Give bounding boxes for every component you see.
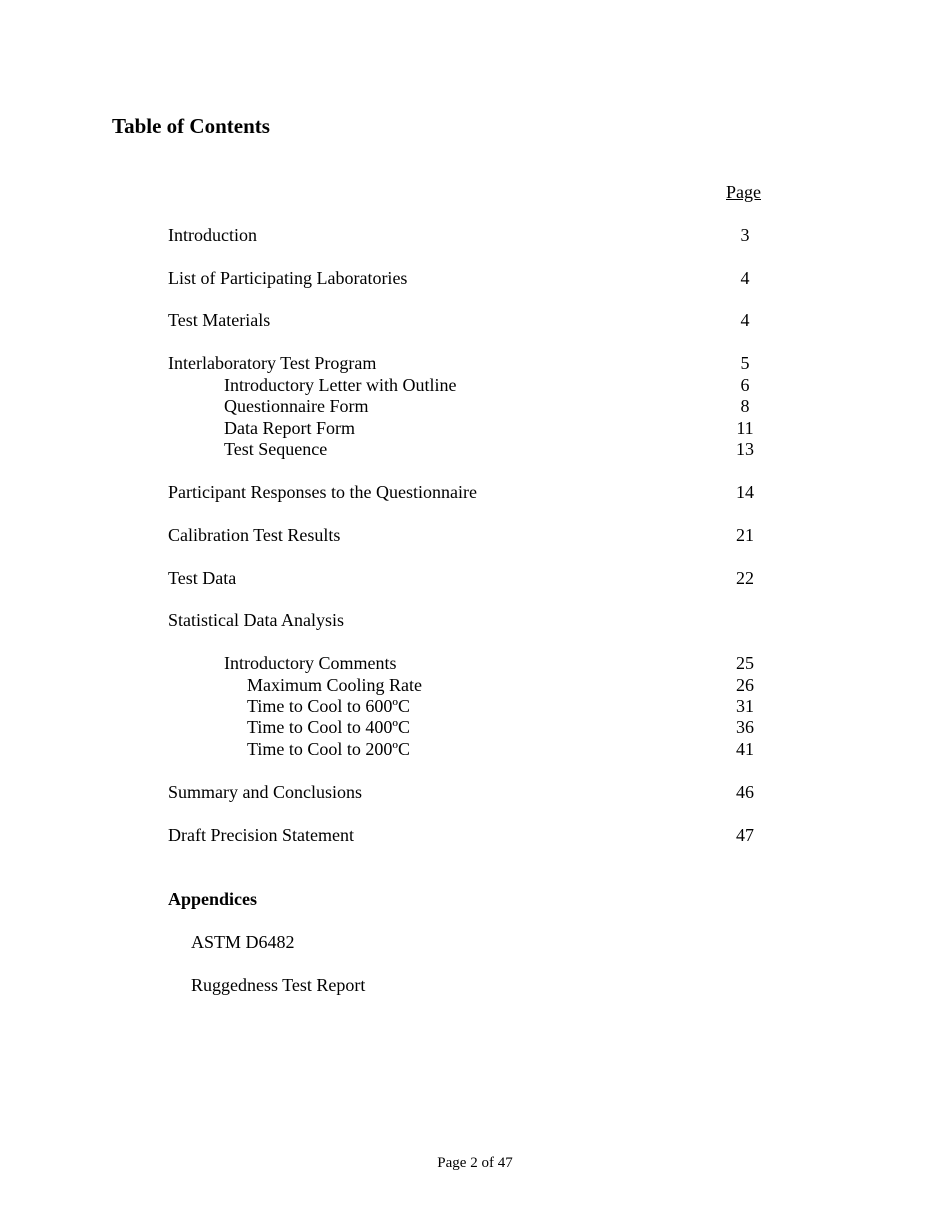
toc-entry-time-to-cool-400[interactable] xyxy=(0,716,950,738)
toc-entry-page: 14 xyxy=(736,482,754,502)
toc-entry-introductory-letter[interactable] xyxy=(0,374,950,396)
toc-entry-label: Statistical Data Analysis xyxy=(168,610,344,630)
toc-entry-label: Data Report Form xyxy=(224,418,355,438)
toc-entry-label: Test Materials xyxy=(168,310,271,330)
toc-entry-introduction[interactable] xyxy=(0,224,950,246)
toc-entry-label: Draft Precision Statement xyxy=(168,825,354,845)
toc-entry-page: 25 xyxy=(736,653,754,673)
toc-entry-label: Participant Responses to the Questionnaire xyxy=(168,482,477,502)
toc-entry-draft-precision-statement[interactable] xyxy=(0,824,950,846)
page-column-header: Page xyxy=(726,182,761,202)
toc-entry-questionnaire-form[interactable] xyxy=(0,395,950,417)
toc-entry-page: 31 xyxy=(736,696,754,716)
toc-entry-page: 4 xyxy=(740,310,750,330)
toc-entry-participating-laboratories[interactable] xyxy=(0,267,950,289)
toc-entry-maximum-cooling-rate[interactable] xyxy=(0,674,950,696)
toc-entry-label: Test Sequence xyxy=(224,439,328,459)
toc-entry-summary-and-conclusions[interactable] xyxy=(0,781,950,803)
toc-entry-label: Interlaboratory Test Program xyxy=(168,353,377,373)
appendix-item-astm-d6482[interactable]: ASTM D6482 xyxy=(191,932,295,952)
toc-entry-page: 26 xyxy=(736,675,754,695)
page-title: Table of Contents xyxy=(112,114,270,138)
toc-entry-statistical-data-analysis[interactable] xyxy=(0,609,950,631)
toc-entry-label: Time to Cool to 600ºC xyxy=(247,696,410,716)
toc-entry-label: Introduction xyxy=(168,225,257,245)
toc-entry-participant-responses[interactable] xyxy=(0,481,950,503)
toc-entry-page: 13 xyxy=(736,439,754,459)
appendix-item-ruggedness-test-report[interactable]: Ruggedness Test Report xyxy=(191,975,366,995)
toc-entry-page: 8 xyxy=(740,396,750,416)
toc-entry-label: Time to Cool to 200ºC xyxy=(247,739,410,759)
appendices-heading: Appendices xyxy=(168,889,258,909)
toc-entry-calibration-test-results[interactable] xyxy=(0,524,950,546)
toc-entry-introductory-comments[interactable] xyxy=(0,652,950,674)
toc-entry-time-to-cool-600[interactable] xyxy=(0,695,950,717)
toc-entry-page: 3 xyxy=(740,225,750,245)
toc-entry-time-to-cool-200[interactable] xyxy=(0,738,950,760)
page-footer: Page 2 of 47 xyxy=(437,1155,513,1171)
toc-entry-label: Maximum Cooling Rate xyxy=(247,675,422,695)
toc-entry-label: Questionnaire Form xyxy=(224,396,369,416)
toc-entry-label: Time to Cool to 400ºC xyxy=(247,717,410,737)
toc-entry-page: 11 xyxy=(736,418,754,438)
toc-entry-page: 36 xyxy=(736,717,754,737)
toc-entry-label: List of Participating Laboratories xyxy=(168,268,408,288)
toc-entry-page: 22 xyxy=(736,568,754,588)
toc-entry-page: 21 xyxy=(736,525,754,545)
toc-entry-page: 47 xyxy=(736,825,754,845)
toc-entry-page: 5 xyxy=(740,353,750,373)
toc-entry-label: Introductory Comments xyxy=(224,653,397,673)
toc-entry-label: Calibration Test Results xyxy=(168,525,341,545)
toc-entry-data-report-form[interactable] xyxy=(0,417,950,439)
toc-entry-page: 6 xyxy=(740,375,750,395)
toc-entry-label: Summary and Conclusions xyxy=(168,782,362,802)
toc-entry-page: 41 xyxy=(736,739,754,759)
toc-entry-page: 46 xyxy=(736,782,754,802)
toc-entry-page: 4 xyxy=(740,268,750,288)
toc-entry-test-materials[interactable] xyxy=(0,309,950,331)
toc-entry-test-data[interactable] xyxy=(0,567,950,589)
toc-entry-label: Introductory Letter with Outline xyxy=(224,375,457,395)
toc-entry-test-sequence[interactable] xyxy=(0,438,950,460)
toc-entry-label: Test Data xyxy=(168,568,237,588)
toc-entry-interlaboratory-test-program[interactable] xyxy=(0,352,950,374)
